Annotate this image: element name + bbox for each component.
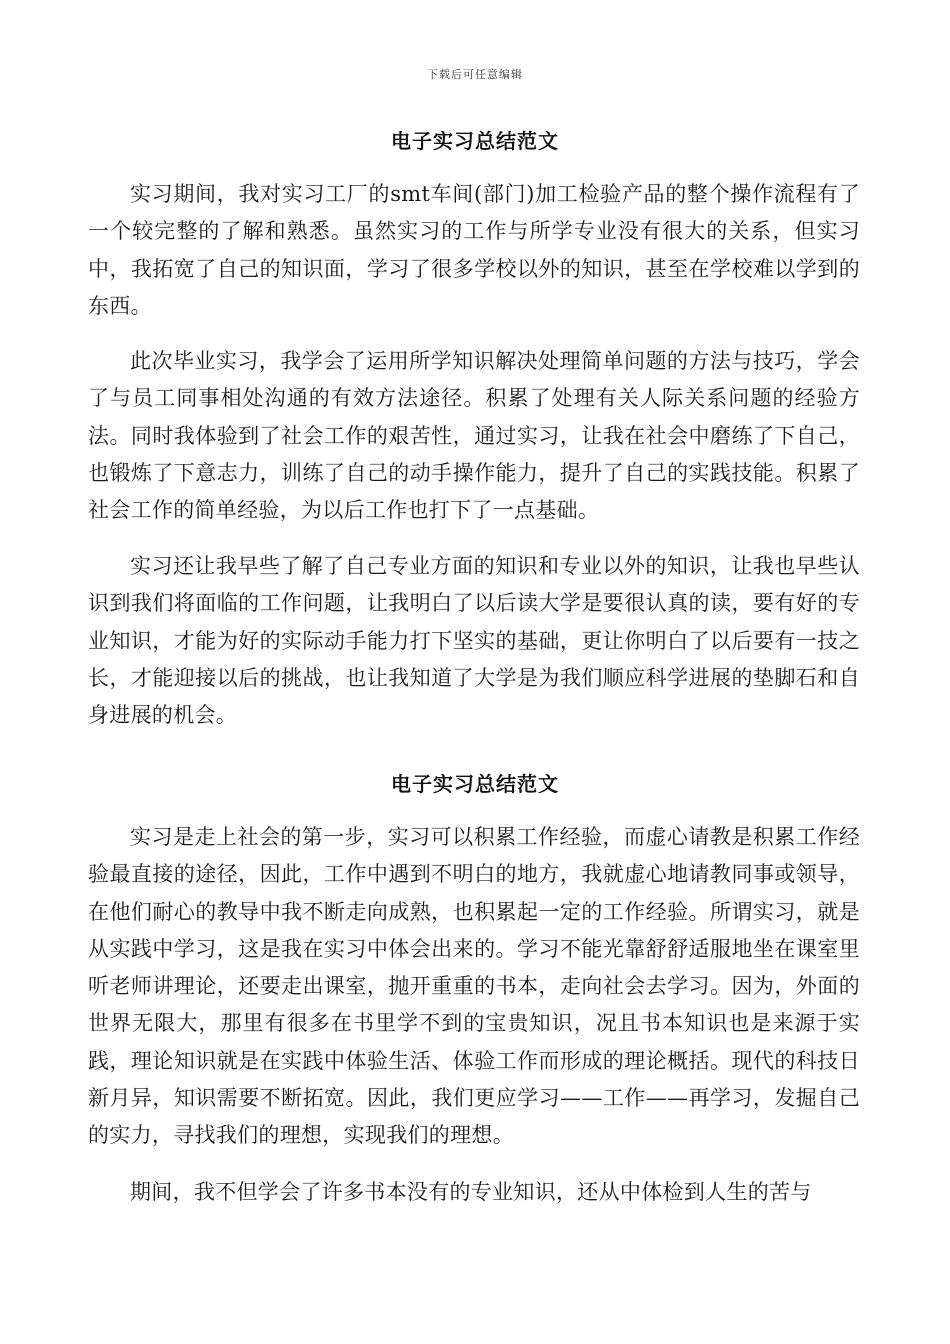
paragraph-4: 实习是走上社会的第一步，实习可以积累工作经验，而虚心请教是积累工作经验最直接的途径，因此，工作中遇到不明白的地方，我就虚心地请教同事或领导，在他们耐心的教导中我不断走向成熟，也积累起一定的工作经验。所谓实习，就是从实践中学习，这是我在实习中体会出来的。学习不能光靠舒舒适服地坐在课室里听老师讲理论，还要走出课室，抛开重重的书本，走向社会去学习。因为，外面的世界无限大，那里有很多在书里学不到的宝贵知识，况且书本知识也是来源于实践，理论知识就是在实践中体验生活、体验工作而形成的理论概括。现代的科技日新月异，知识需要不断拓宽。因此，我们更应学习——工作——再学习，发掘自己的实力，寻找我们的理想，实现我们的理想。 [88,825,860,1148]
paragraph-3: 实习还让我早些了解了自己专业方面的知识和专业以外的知识，让我也早些认识到我们将面临的工作问题，让我明白了以后读大学是要很认真的读，要有好的专业知识，才能为好的实际动手能力打下坚实的基础，更让你明白了以后要有一技之长，才能迎接以后的挑战，也让我知道了大学是为我们顺应科学进展的垫脚石和自身进展的机会。 [88,554,860,728]
header-note: 下载后可任意编辑 [427,68,523,81]
paragraph-2: 此次毕业实习，我学会了运用所学知识解决处理简单问题的方法与技巧，学会了与员工同事相处沟通的有效方法途径。积累了处理有关人际关系问题的经验方法。同时我体验到了社会工作的艰苦性，通过实习，让我在社会中磨练了下自己，也锻炼了下意志力，训练了自己的动手操作能力，提升了自己的实践技能。积累了社会工作的简单经验，为以后工作也打下了一点基础。 [88,349,860,523]
section-title-2: 电子实习总结范文 [391,772,559,796]
paragraph-1: 实习期间，我对实习工厂的smt车间(部门)加工检验产品的整个操作流程有了一个较完整的了解和熟悉。虽然实习的工作与所学专业没有很大的关系，但实习中，我拓宽了自己的知识面，学习了很多学校以外的知识，甚至在学校难以学到的东西。 [88,182,860,318]
paragraph-5: 期间，我不但学会了许多书本没有的专业知识，还从中体检到人生的苦与 [130,1180,812,1204]
section-title-1: 电子实习总结范文 [391,129,559,153]
